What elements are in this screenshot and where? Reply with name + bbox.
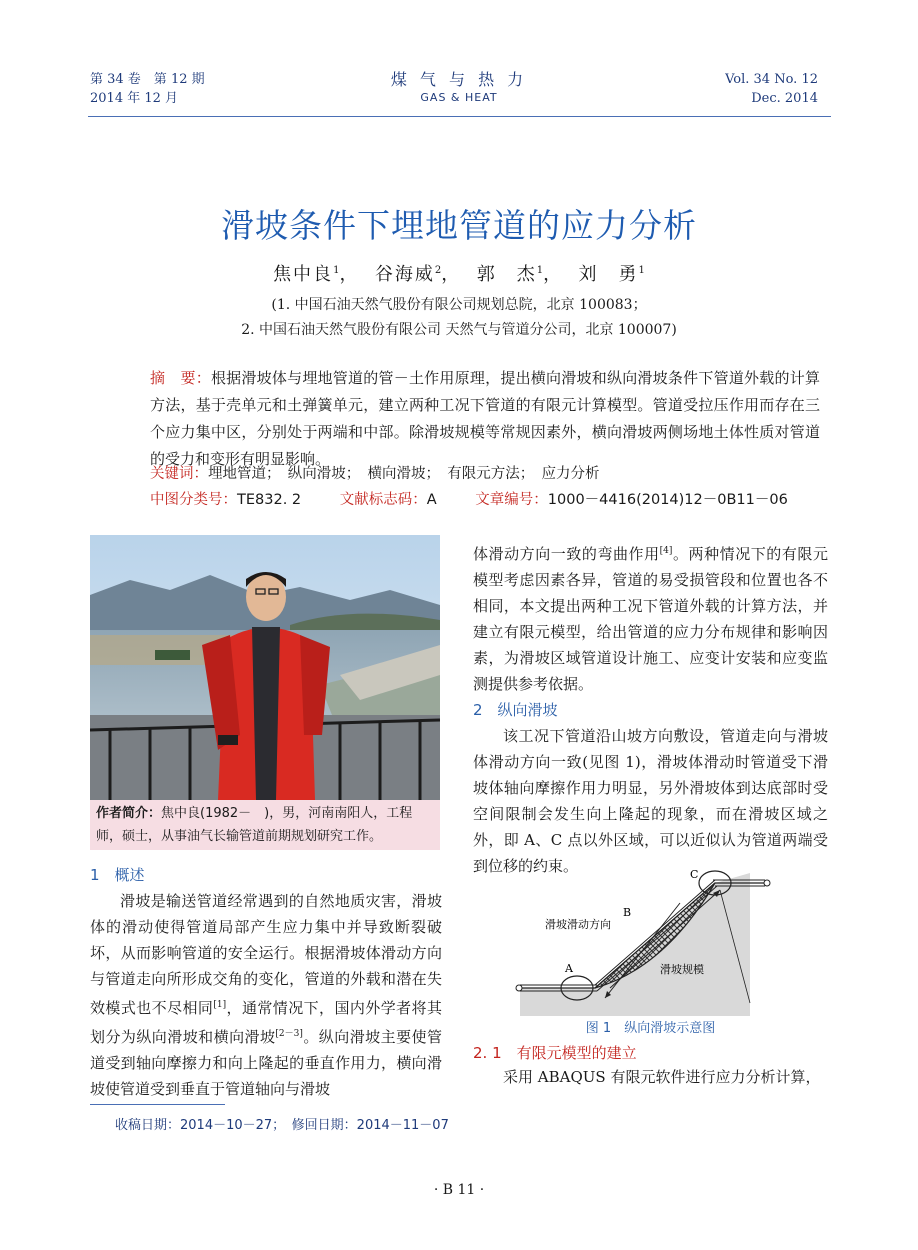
affiliation-line: (1. 中国石油天然气股份有限公司规划总院，北京 100083； — [271, 297, 647, 313]
label-point-c: C — [690, 868, 699, 881]
doc-code-label: 文献标志码： — [339, 492, 427, 508]
affiliations — [0, 293, 918, 343]
author-name: 谷海威 — [374, 264, 435, 285]
author-bio-label: 作者简介： — [96, 806, 162, 821]
paragraph — [90, 888, 442, 1102]
doc-code-value: A — [426, 492, 437, 508]
reference-mark: [4] — [659, 546, 673, 556]
paragraph: 采用 ABAQUS 有限元软件进行应力分析计算， — [503, 1068, 821, 1086]
received-revised-dates: 收稿日期：2014－10－27； 修回日期：2014－11－07 — [115, 1118, 449, 1133]
article-number-value: 1000－4416(2014)12－0B11－06 — [547, 492, 788, 508]
label-point-b: B — [623, 906, 632, 919]
figure-caption: 图 1 纵向滑坡示意图 — [585, 1021, 716, 1036]
classification-line — [150, 487, 830, 514]
left-column — [90, 862, 442, 1102]
figure-longitudinal-landslide — [515, 868, 775, 1016]
journal-volume-info-en — [725, 70, 818, 108]
reference-mark: [2－3] — [275, 1029, 303, 1039]
journal-name-en: GAS & HEAT — [420, 91, 498, 104]
label-point-a: A — [565, 962, 573, 975]
paragraph-text: 。纵向滑坡主要使管道受到轴向摩擦力和向上隆起的垂直作用力，横向滑坡使管道受到垂直于管道轴向与滑坡 — [90, 1028, 442, 1098]
keywords-text: 埋地管道； 纵向滑坡； 横向滑坡； 有限元方法； 应力分析 — [208, 466, 600, 482]
paragraph-text: 。两种情况下的有限元模型考虑因素各异，管道的易受损管段和位置也各不相同，本文提出两种工况下管道外载的计算方法，并建立有限元模型，给出管道的应力分布规律和影响因素，为滑坡区域管道设计施工、应变计安装和应变监测提供参考依据。 — [473, 545, 828, 693]
label-slide-scale: 滑坡规模 — [660, 963, 704, 976]
footnote-divider — [90, 1104, 225, 1105]
subsection-heading: 2. 1 有限元模型的建立 — [473, 1044, 637, 1062]
section-heading: 1 概述 — [90, 866, 145, 884]
header-divider — [88, 116, 831, 117]
journal-name-cn: 煤 气 与 热 力 — [390, 70, 528, 89]
publication-date-en: Dec. 2014 — [751, 91, 818, 106]
paragraph-text: 体滑动方向一致的弯曲作用 — [473, 545, 660, 563]
author-affil-mark: 2 — [434, 265, 442, 276]
paragraph — [473, 538, 828, 697]
author-bio-text: 焦中良(1982－ )，男，河南南阳人，工程师，硕士，从事油气长输管道前期规划研究工作。 — [96, 806, 413, 844]
author-list: 焦中良$^1$， 谷海威$^2$， 郭 杰$^1$， 刘 勇$^1$ — [273, 264, 645, 285]
label-slide-direction: 滑坡滑动方向 — [545, 918, 611, 931]
clc-value: TE832. 2 — [237, 492, 302, 508]
author-name: 郭 杰 — [476, 264, 537, 285]
paper-title: 滑坡条件下埋地管道的应力分析 — [221, 206, 697, 245]
paragraph: 该工况下管道沿山坡方向敷设，管道走向与滑坡体滑动方向一致(见图 1)，滑坡体滑动时管道受下滑坡体轴向摩擦作用力明显，另外滑坡体到达底部时受空间限制会发生向上隆起的现象，而在滑坡区域之外，即 A、C 点以外区域，可以近似认为管道两端受到位移的约束。 — [473, 727, 828, 875]
volume-issue-en: Vol. 34 No. 12 — [725, 72, 818, 87]
abstract — [150, 365, 820, 473]
article-number-label: 文章编号： — [475, 492, 548, 508]
reference-mark: [1] — [213, 1000, 227, 1010]
abstract-label: 摘 要： — [150, 369, 211, 387]
author-affil-mark: 1 — [638, 265, 645, 276]
page-number: · B 11 · — [433, 1182, 485, 1198]
author-bio — [90, 800, 440, 850]
author-photo — [90, 535, 440, 800]
subsection-text — [473, 1064, 828, 1090]
author-name: 刘 勇 — [578, 264, 639, 285]
author-affil-mark: 1 — [333, 265, 340, 276]
author-affil-mark: 1 — [536, 265, 544, 276]
keywords-label: 关键词： — [150, 466, 208, 482]
volume-issue: 第 34 卷 第 12 期 — [90, 72, 205, 87]
keywords — [150, 461, 830, 488]
right-column — [473, 538, 828, 879]
author-name: 焦中良 — [273, 264, 334, 285]
abstract-text: 根据滑坡体与埋地管道的管－土作用原理，提出横向滑坡和纵向滑坡条件下管道外载的计算方法，基于壳单元和土弹簧单元，建立两种工况下管道的有限元计算模型。管道受拉压作用而存在三个应力集中区，分别处于两端和中部。除滑坡规模等常规因素外，横向滑坡两侧场地土体性质对管道的受力和变形有明显影响。 — [150, 369, 820, 468]
affiliation-line: 2. 中国石油天然气股份有限公司 天然气与管道分公司，北京 100007) — [241, 322, 677, 338]
publication-date: 2014 年 12 月 — [90, 91, 179, 106]
paragraph-text: ，通常情况下，国内外学者将其划分为纵向滑坡和横向滑坡 — [90, 999, 442, 1046]
section-heading: 2 纵向滑坡 — [473, 701, 558, 719]
clc-label: 中图分类号： — [150, 492, 237, 508]
paragraph-text: 滑坡是输送管道经常遇到的自然地质灾害，滑坡体的滑动使得管道局部产生应力集中并导致断裂破坏，从而影响管道的安全运行。根据滑坡体滑动方向与管道走向所形成交角的变化，管道的外载和潜在失效模式也不尽相同 — [90, 892, 442, 1017]
